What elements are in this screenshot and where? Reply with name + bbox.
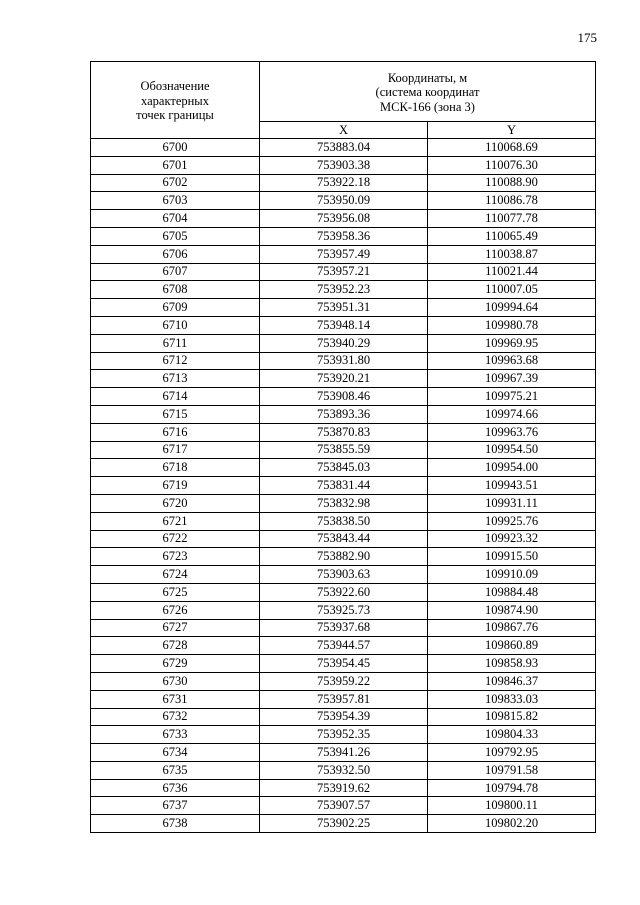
x-cell: 753920.21 bbox=[260, 370, 428, 388]
table-row bbox=[91, 637, 596, 655]
table-row bbox=[91, 156, 596, 174]
table-row bbox=[91, 281, 596, 299]
x-cell: 753954.39 bbox=[260, 708, 428, 726]
x-cell: 753855.59 bbox=[260, 441, 428, 459]
table-row bbox=[91, 192, 596, 210]
y-cell: 109943.51 bbox=[428, 477, 596, 495]
table-row bbox=[91, 423, 596, 441]
y-cell: 110088.90 bbox=[428, 174, 596, 192]
point-cell: 6729 bbox=[91, 655, 260, 673]
y-cell: 110086.78 bbox=[428, 192, 596, 210]
point-cell: 6701 bbox=[91, 156, 260, 174]
y-cell: 110076.30 bbox=[428, 156, 596, 174]
table-row bbox=[91, 761, 596, 779]
table-row bbox=[91, 494, 596, 512]
coordinates-table bbox=[90, 61, 596, 833]
point-cell: 6726 bbox=[91, 601, 260, 619]
point-cell: 6724 bbox=[91, 566, 260, 584]
point-cell: 6702 bbox=[91, 174, 260, 192]
table-row bbox=[91, 583, 596, 601]
point-cell: 6711 bbox=[91, 334, 260, 352]
point-cell: 6709 bbox=[91, 299, 260, 317]
table-row bbox=[91, 815, 596, 833]
table-row bbox=[91, 797, 596, 815]
table-row bbox=[91, 744, 596, 762]
point-cell: 6733 bbox=[91, 726, 260, 744]
coords-header-line-3: МСК-166 (зона 3) bbox=[380, 99, 475, 114]
point-cell: 6728 bbox=[91, 637, 260, 655]
x-cell: 753937.68 bbox=[260, 619, 428, 637]
y-cell: 110038.87 bbox=[428, 245, 596, 263]
point-cell: 6704 bbox=[91, 210, 260, 228]
y-cell: 109858.93 bbox=[428, 655, 596, 673]
y-cell: 109833.03 bbox=[428, 690, 596, 708]
x-cell: 753903.63 bbox=[260, 566, 428, 584]
table-row bbox=[91, 601, 596, 619]
y-cell: 109867.76 bbox=[428, 619, 596, 637]
x-cell: 753944.57 bbox=[260, 637, 428, 655]
y-cell: 109800.11 bbox=[428, 797, 596, 815]
table-row bbox=[91, 530, 596, 548]
x-column-header: X bbox=[260, 122, 428, 139]
x-cell: 753959.22 bbox=[260, 672, 428, 690]
x-cell: 753845.03 bbox=[260, 459, 428, 477]
x-cell: 753870.83 bbox=[260, 423, 428, 441]
table-row bbox=[91, 779, 596, 797]
point-cell: 6710 bbox=[91, 316, 260, 334]
point-cell: 6730 bbox=[91, 672, 260, 690]
x-cell: 753941.26 bbox=[260, 744, 428, 762]
point-cell: 6716 bbox=[91, 423, 260, 441]
y-cell: 109980.78 bbox=[428, 316, 596, 334]
x-cell: 753922.18 bbox=[260, 174, 428, 192]
y-cell: 110068.69 bbox=[428, 139, 596, 157]
point-cell: 6717 bbox=[91, 441, 260, 459]
table-row bbox=[91, 708, 596, 726]
point-cell: 6734 bbox=[91, 744, 260, 762]
x-cell: 753957.49 bbox=[260, 245, 428, 263]
point-cell: 6722 bbox=[91, 530, 260, 548]
x-cell: 753907.57 bbox=[260, 797, 428, 815]
x-cell: 753922.60 bbox=[260, 583, 428, 601]
point-cell: 6703 bbox=[91, 192, 260, 210]
y-cell: 109975.21 bbox=[428, 388, 596, 406]
coordinates-header bbox=[260, 62, 596, 122]
point-cell: 6736 bbox=[91, 779, 260, 797]
point-cell: 6712 bbox=[91, 352, 260, 370]
point-cell: 6705 bbox=[91, 227, 260, 245]
point-cell: 6718 bbox=[91, 459, 260, 477]
table-row bbox=[91, 245, 596, 263]
y-cell: 110007.05 bbox=[428, 281, 596, 299]
table-row bbox=[91, 726, 596, 744]
y-cell: 109923.32 bbox=[428, 530, 596, 548]
y-cell: 109884.48 bbox=[428, 583, 596, 601]
table-row bbox=[91, 477, 596, 495]
point-cell: 6700 bbox=[91, 139, 260, 157]
x-cell: 753940.29 bbox=[260, 334, 428, 352]
table-row bbox=[91, 548, 596, 566]
y-column-header: Y bbox=[428, 122, 596, 139]
table-row bbox=[91, 405, 596, 423]
table-row bbox=[91, 690, 596, 708]
x-cell: 753908.46 bbox=[260, 388, 428, 406]
table-row bbox=[91, 263, 596, 281]
x-cell: 753951.31 bbox=[260, 299, 428, 317]
x-cell: 753925.73 bbox=[260, 601, 428, 619]
y-cell: 109792.95 bbox=[428, 744, 596, 762]
table-row bbox=[91, 388, 596, 406]
point-cell: 6721 bbox=[91, 512, 260, 530]
x-cell: 753948.14 bbox=[260, 316, 428, 334]
y-cell: 109974.66 bbox=[428, 405, 596, 423]
point-cell: 6713 bbox=[91, 370, 260, 388]
table-row bbox=[91, 566, 596, 584]
x-cell: 753843.44 bbox=[260, 530, 428, 548]
y-cell: 110021.44 bbox=[428, 263, 596, 281]
x-cell: 753883.04 bbox=[260, 139, 428, 157]
table-row bbox=[91, 370, 596, 388]
x-cell: 753952.23 bbox=[260, 281, 428, 299]
coords-header-line-2: (система координат bbox=[375, 85, 480, 100]
table-row bbox=[91, 299, 596, 317]
x-cell: 753957.81 bbox=[260, 690, 428, 708]
y-cell: 109925.76 bbox=[428, 512, 596, 530]
point-cell: 6738 bbox=[91, 815, 260, 833]
table-row bbox=[91, 441, 596, 459]
point-cell: 6707 bbox=[91, 263, 260, 281]
x-cell: 753957.21 bbox=[260, 263, 428, 281]
y-cell: 109931.11 bbox=[428, 494, 596, 512]
x-cell: 753838.50 bbox=[260, 512, 428, 530]
y-cell: 109954.00 bbox=[428, 459, 596, 477]
table-row bbox=[91, 316, 596, 334]
y-cell: 109874.90 bbox=[428, 601, 596, 619]
x-cell: 753950.09 bbox=[260, 192, 428, 210]
point-header-line-1: Обозначение bbox=[140, 79, 210, 94]
x-cell: 753956.08 bbox=[260, 210, 428, 228]
y-cell: 109994.64 bbox=[428, 299, 596, 317]
x-cell: 753958.36 bbox=[260, 227, 428, 245]
y-cell: 109963.76 bbox=[428, 423, 596, 441]
y-cell: 109963.68 bbox=[428, 352, 596, 370]
table-row bbox=[91, 139, 596, 157]
table-body bbox=[91, 139, 596, 833]
point-cell: 6732 bbox=[91, 708, 260, 726]
x-cell: 753893.36 bbox=[260, 405, 428, 423]
table-row bbox=[91, 334, 596, 352]
point-cell: 6737 bbox=[91, 797, 260, 815]
point-cell: 6725 bbox=[91, 583, 260, 601]
table-row bbox=[91, 352, 596, 370]
y-cell: 109860.89 bbox=[428, 637, 596, 655]
table-row bbox=[91, 672, 596, 690]
point-cell: 6735 bbox=[91, 761, 260, 779]
x-cell: 753931.80 bbox=[260, 352, 428, 370]
y-cell: 109969.95 bbox=[428, 334, 596, 352]
x-cell: 753952.35 bbox=[260, 726, 428, 744]
point-cell: 6719 bbox=[91, 477, 260, 495]
x-cell: 753954.45 bbox=[260, 655, 428, 673]
y-cell: 109910.09 bbox=[428, 566, 596, 584]
y-cell: 109846.37 bbox=[428, 672, 596, 690]
table-row bbox=[91, 655, 596, 673]
table-row bbox=[91, 210, 596, 228]
point-cell: 6708 bbox=[91, 281, 260, 299]
x-cell: 753831.44 bbox=[260, 477, 428, 495]
y-cell: 109954.50 bbox=[428, 441, 596, 459]
point-cell: 6731 bbox=[91, 690, 260, 708]
table-row bbox=[91, 512, 596, 530]
x-cell: 753902.25 bbox=[260, 815, 428, 833]
point-cell: 6715 bbox=[91, 405, 260, 423]
y-cell: 109815.82 bbox=[428, 708, 596, 726]
y-cell: 109915.50 bbox=[428, 548, 596, 566]
x-cell: 753919.62 bbox=[260, 779, 428, 797]
point-cell: 6727 bbox=[91, 619, 260, 637]
x-cell: 753932.50 bbox=[260, 761, 428, 779]
point-header-line-3: точек границы bbox=[136, 108, 214, 123]
point-cell: 6706 bbox=[91, 245, 260, 263]
y-cell: 109967.39 bbox=[428, 370, 596, 388]
y-cell: 110065.49 bbox=[428, 227, 596, 245]
table-row bbox=[91, 174, 596, 192]
y-cell: 109794.78 bbox=[428, 779, 596, 797]
y-cell: 109802.20 bbox=[428, 815, 596, 833]
table-row bbox=[91, 459, 596, 477]
table-row bbox=[91, 619, 596, 637]
point-header-line-2: характерных bbox=[141, 93, 209, 108]
table-row bbox=[91, 227, 596, 245]
y-cell: 110077.78 bbox=[428, 210, 596, 228]
page-number: 175 bbox=[577, 30, 597, 45]
x-cell: 753882.90 bbox=[260, 548, 428, 566]
point-cell: 6723 bbox=[91, 548, 260, 566]
coords-header-line-1: Координаты, м bbox=[387, 70, 468, 85]
x-cell: 753903.38 bbox=[260, 156, 428, 174]
y-cell: 109804.33 bbox=[428, 726, 596, 744]
point-cell: 6714 bbox=[91, 388, 260, 406]
point-cell: 6720 bbox=[91, 494, 260, 512]
x-cell: 753832.98 bbox=[260, 494, 428, 512]
table-header bbox=[91, 62, 596, 139]
point-designation-header bbox=[91, 62, 260, 139]
y-cell: 109791.58 bbox=[428, 761, 596, 779]
